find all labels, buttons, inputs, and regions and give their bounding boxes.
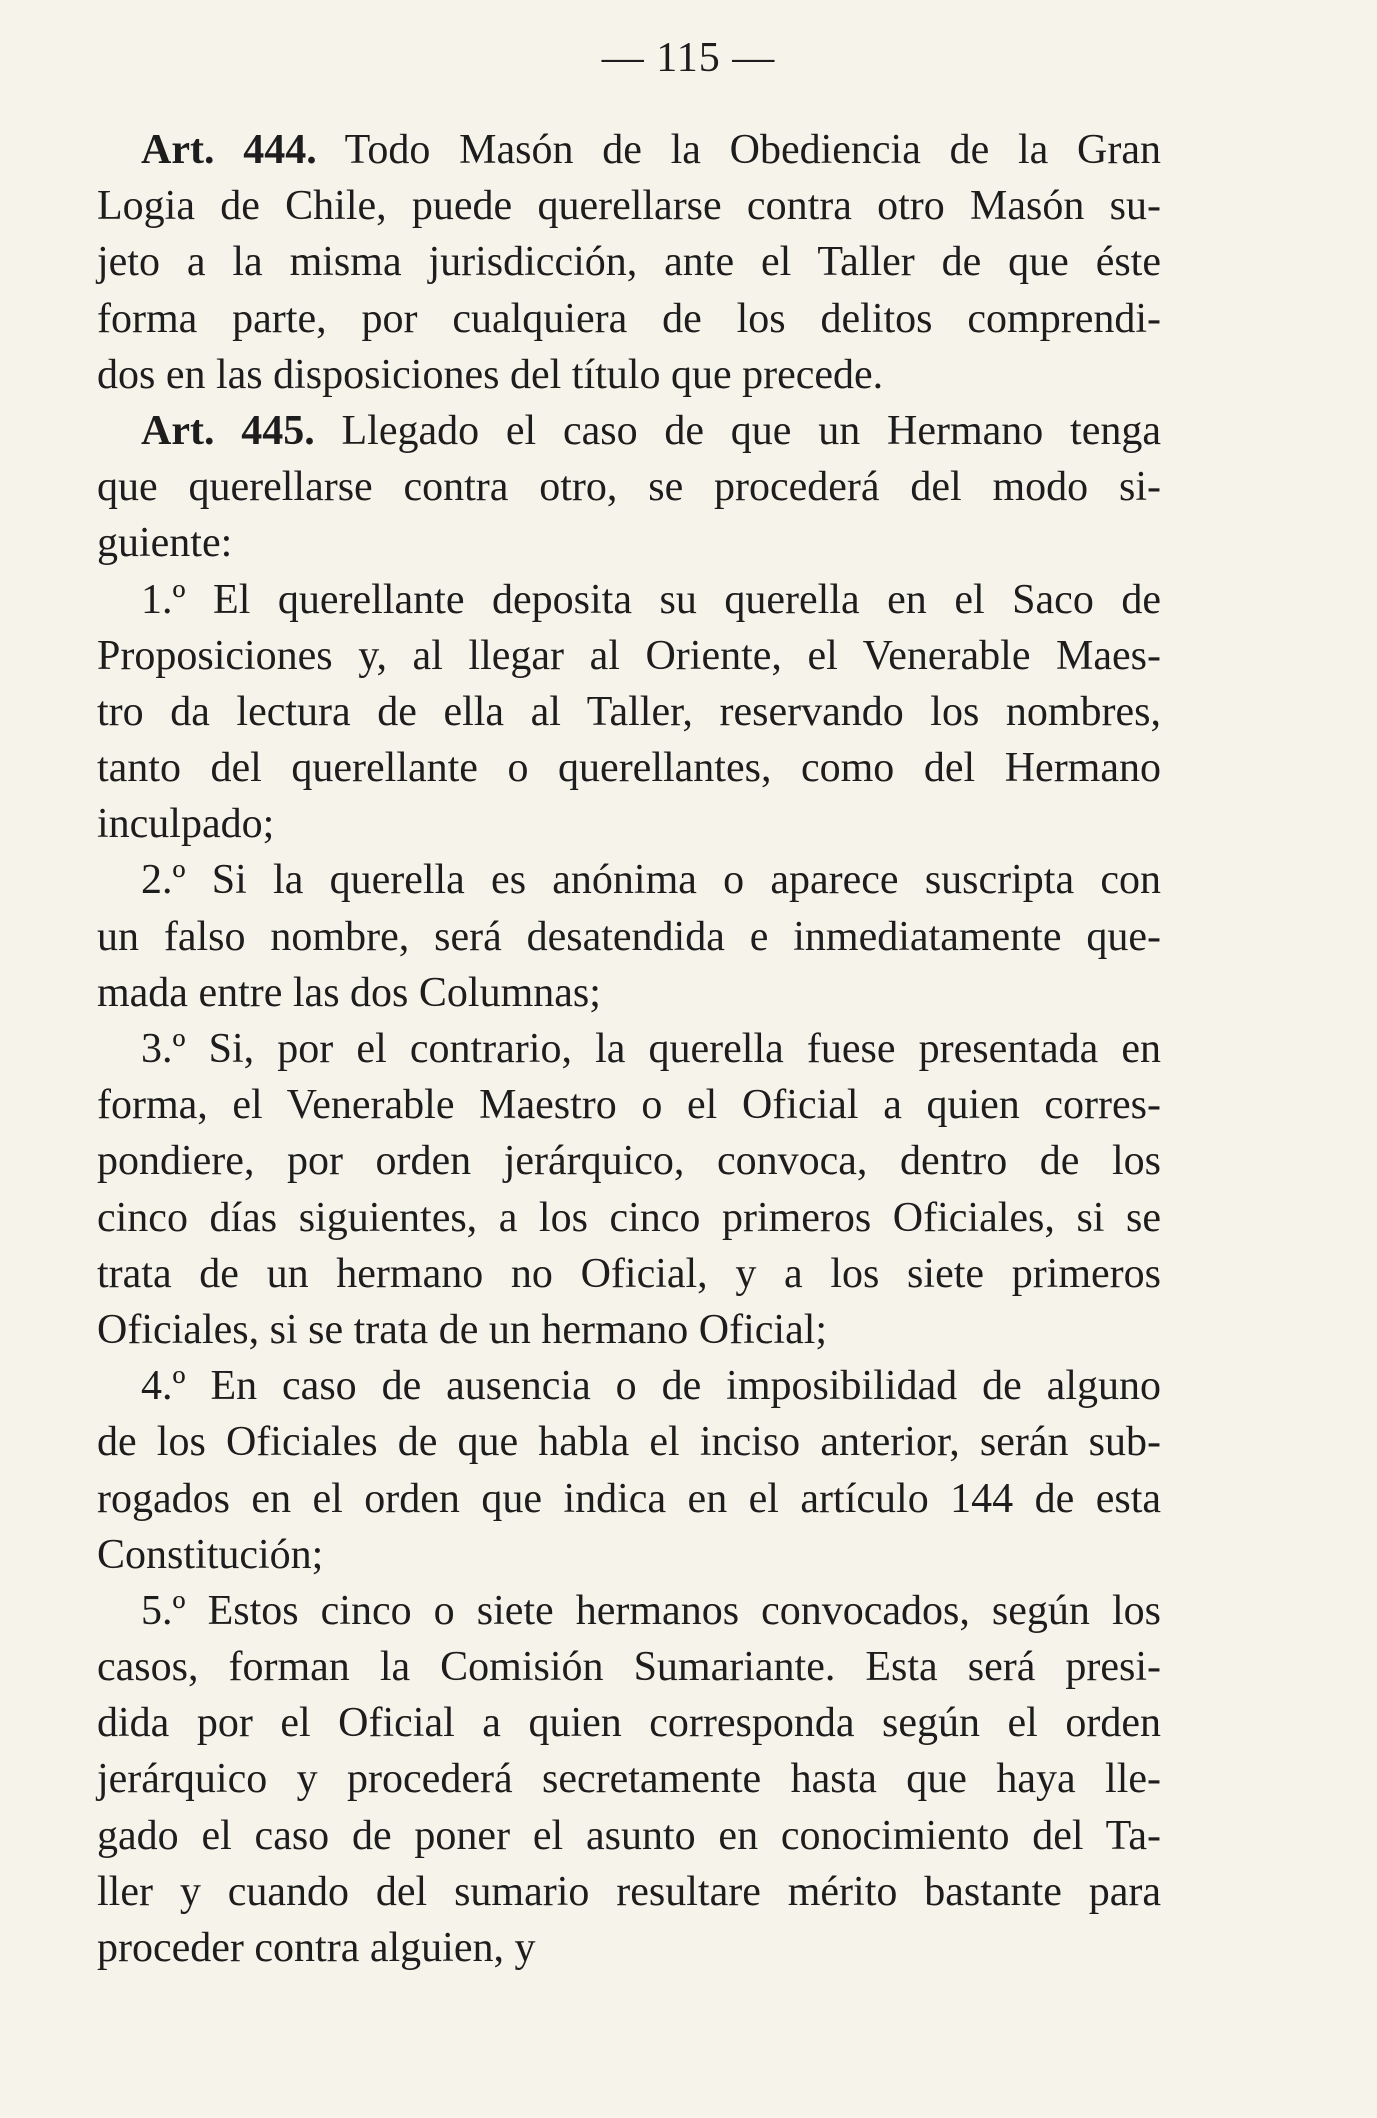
line-text: jeto a la misma jurisdicción, ante el Taller de que éste <box>97 239 1161 286</box>
text-line <box>97 1920 1161 1976</box>
line-text: Oficiales, si se trata de un hermano Oficial; <box>97 1306 828 1353</box>
line-text: Todo Masón de la Obediencia de la Gran <box>316 127 1161 173</box>
text-line <box>97 234 1161 290</box>
line-text: tanto del querellante o querellantes, como del Hermano <box>97 745 1161 792</box>
line-text: trata de un hermano no Oficial, y a los siete primeros <box>97 1250 1161 1297</box>
body-text <box>97 122 1161 1976</box>
text-line <box>97 459 1161 515</box>
text-line <box>97 1077 1161 1133</box>
article-label: Art. 445. <box>141 407 315 454</box>
text-line <box>97 1471 1161 1527</box>
line-text: mada entre las dos Columnas; <box>97 969 601 1016</box>
line-text: gado el caso de poner el asunto en conocimiento del Ta- <box>97 1812 1161 1859</box>
text-line <box>97 1302 1161 1358</box>
text-line <box>97 1414 1161 1470</box>
text-line <box>97 403 1161 459</box>
text-line <box>97 1808 1161 1864</box>
line-text: inculpado; <box>97 801 275 848</box>
line-text: cinco días siguientes, a los cinco primeros Oficiales, si se <box>97 1194 1161 1241</box>
line-text: pondiere, por orden jerárquico, convoca, dentro de los <box>97 1138 1161 1185</box>
text-line <box>97 178 1161 234</box>
line-text: Constitución; <box>97 1531 324 1578</box>
text-line <box>97 572 1161 628</box>
line-text: dida por el Oficial a quien corresponda según el orden <box>97 1700 1161 1747</box>
text-line <box>97 1133 1161 1189</box>
page-number-header: — 115 — <box>601 35 776 81</box>
text-line <box>97 740 1161 796</box>
text-line <box>97 1639 1161 1695</box>
text-line <box>97 1583 1161 1639</box>
line-text: 5.º Estos cinco o siete hermanos convocados, según los <box>141 1587 1161 1634</box>
text-line <box>97 684 1161 740</box>
line-text: ller y cuando del sumario resultare mérito bastante para <box>97 1868 1161 1915</box>
line-text: 3.º Si, por el contrario, la querella fuese presentada en <box>141 1026 1161 1072</box>
text-line <box>97 1527 1161 1583</box>
line-text: Logia de Chile, puede querellarse contra otro Masón su- <box>97 183 1161 230</box>
line-text: casos, forman la Comisión Sumariante. Esta será presi- <box>97 1644 1161 1691</box>
line-text: que querellarse contra otro, se procederá del modo si- <box>97 464 1161 511</box>
text-line <box>97 347 1161 403</box>
line-text: de los Oficiales de que habla el inciso anterior, serán sub- <box>97 1419 1161 1466</box>
line-text: un falso nombre, será desatendida e inmediatamente que- <box>97 913 1161 960</box>
text-line <box>97 1246 1161 1302</box>
line-text: dos en las disposiciones del título que precede. <box>97 351 884 398</box>
text-line <box>97 1695 1161 1751</box>
line-text: forma, el Venerable Maestro o el Oficial a quien corres- <box>97 1082 1161 1129</box>
article-label: Art. 444. <box>141 127 317 173</box>
text-line <box>97 852 1161 908</box>
line-text: jerárquico y procederá secretamente hasta que haya lle- <box>97 1756 1161 1803</box>
text-line <box>97 1864 1161 1920</box>
text-line <box>97 1021 1161 1077</box>
text-line <box>97 965 1161 1021</box>
text-line <box>97 291 1161 347</box>
line-text: forma parte, por cualquiera de los delitos comprendi- <box>97 295 1161 342</box>
line-text: proceder contra alguien, y <box>97 1925 536 1971</box>
line-text: 4.º En caso de ausencia o de imposibilidad de alguno <box>141 1363 1161 1410</box>
text-line <box>97 1751 1161 1807</box>
line-text: guiente: <box>97 520 233 567</box>
text-line <box>97 628 1161 684</box>
text-line <box>97 122 1161 178</box>
text-line <box>97 515 1161 571</box>
text-line <box>97 1190 1161 1246</box>
text-line <box>97 909 1161 965</box>
text-line <box>97 1358 1161 1414</box>
line-text: 2.º Si la querella es anónima o aparece suscripta con <box>141 857 1161 904</box>
line-text: tro da lectura de ella al Taller, reservando los nombres, <box>97 688 1161 735</box>
line-text: Llegado el caso de que un Hermano tenga <box>314 407 1161 454</box>
line-text: rogados en el orden que indica en el artículo 144 de esta <box>97 1475 1161 1522</box>
text-line <box>97 796 1161 852</box>
line-text: Proposiciones y, al llegar al Oriente, el Venerable Maes- <box>97 632 1161 679</box>
line-text: 1.º El querellante deposita su querella en el Saco de <box>141 576 1161 623</box>
